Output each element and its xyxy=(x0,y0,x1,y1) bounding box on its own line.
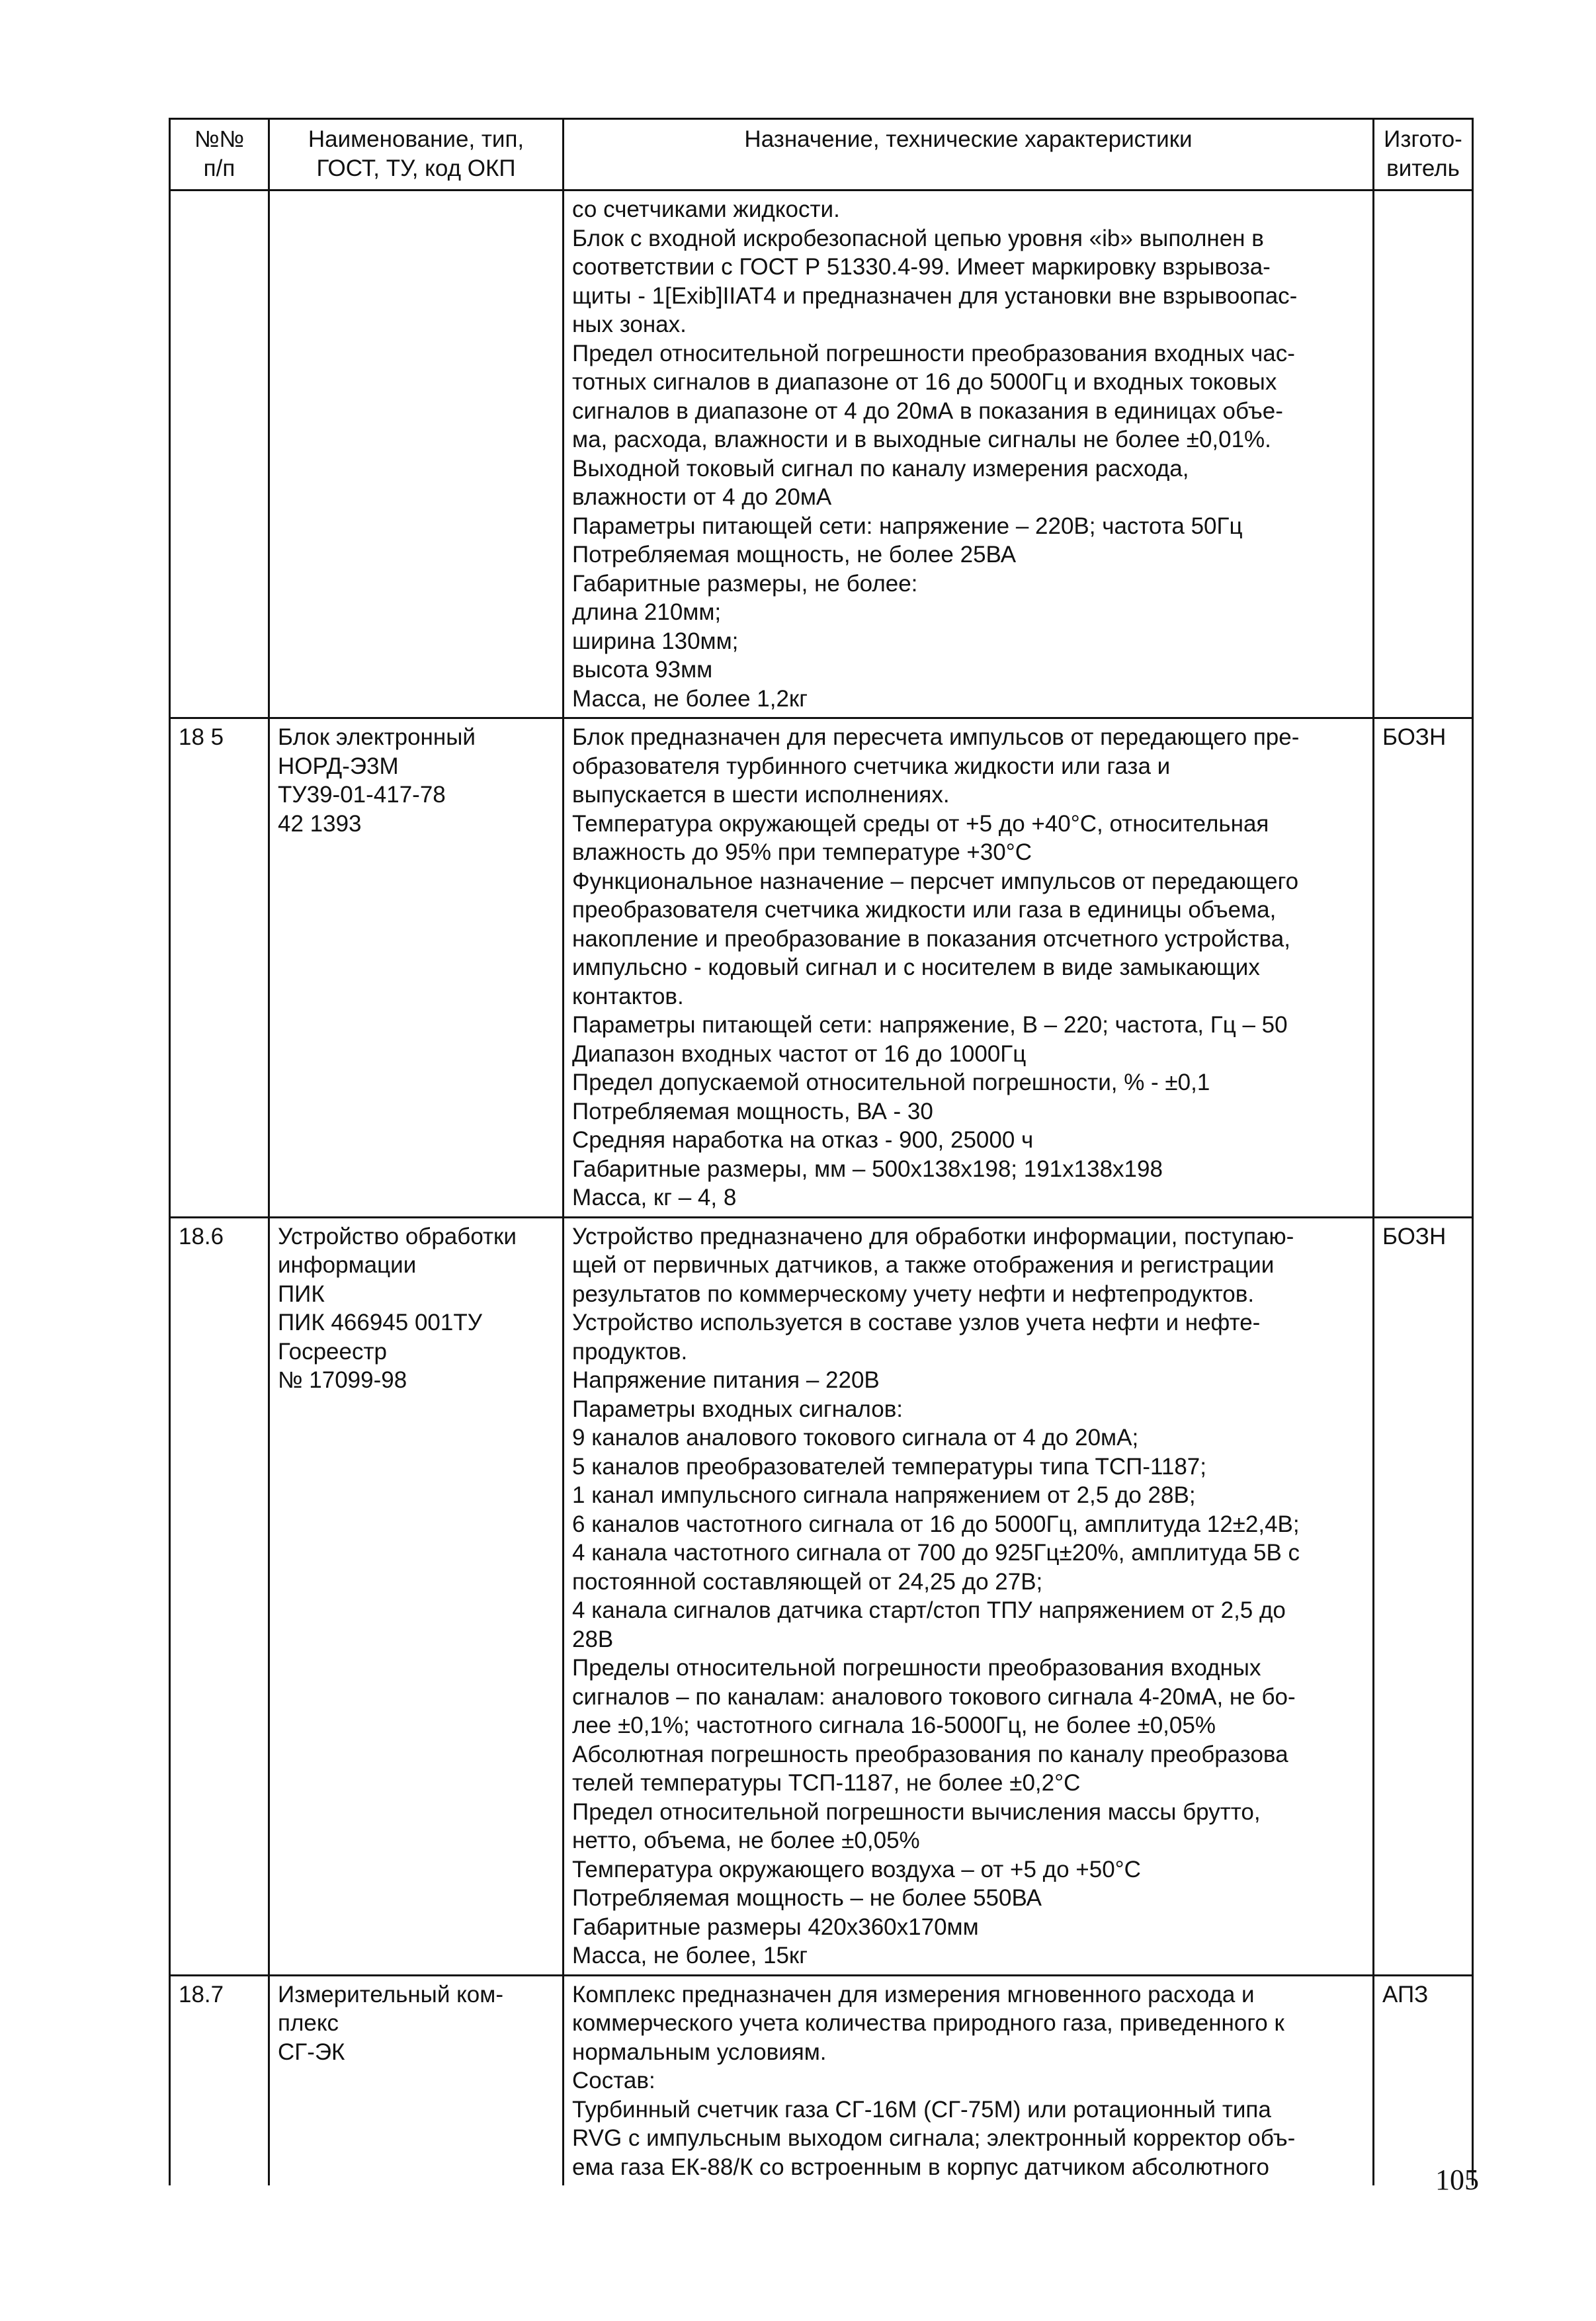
item-description-line: Масса, не более, 15кг xyxy=(572,1943,808,1968)
item-description-line: нормальным условиям. xyxy=(572,2039,827,2065)
item-description-line: RVG с импульсным выходом сигнала; электронный корректор объ- xyxy=(572,2125,1296,2151)
item-description-line: Масса, не более 1,2кг xyxy=(572,685,808,712)
item-description-line: щиты - 1[Exib]IIAT4 и предназначен для установки вне взрывоопас- xyxy=(572,282,1298,309)
header-maker xyxy=(1374,119,1473,190)
header-desc xyxy=(564,119,1374,190)
item-description-line: Параметры питающей сети: напряжение, В – 220; частота, Гц – 50 xyxy=(572,1012,1288,1038)
item-name-line: НОРД-Э3М xyxy=(278,753,399,779)
table-row xyxy=(170,718,1473,1218)
item-name-line: ПИК xyxy=(278,1281,325,1307)
header-line: Назначение, технические характеристики xyxy=(744,126,1193,152)
item-description-line: ема газа ЕК-88/К со встроенным в корпус датчиком абсолютного xyxy=(572,2154,1270,2180)
item-name-line: Госреестр xyxy=(278,1338,387,1365)
item-description-line: Устройство предназначено для обработки информации, поступаю- xyxy=(572,1223,1294,1249)
item-description-line: Выходной токовый сигнал по каналу измерения расхода, xyxy=(572,455,1189,482)
item-description-line: 9 каналов аналового токового сигнала от 4 до 20мА; xyxy=(572,1425,1139,1451)
equipment-table xyxy=(169,118,1474,2185)
item-name-line: № 17099-98 xyxy=(278,1367,407,1393)
item-description-line: сигналов в диапазоне от 4 до 20мА в показания в единицах объе- xyxy=(572,398,1283,424)
header-line: витель xyxy=(1386,155,1460,181)
item-description xyxy=(564,718,1374,1218)
item-description-line: контактов. xyxy=(572,983,684,1009)
item-description xyxy=(564,190,1374,718)
item-description-line: Масса, кг – 4, 8 xyxy=(572,1185,737,1210)
item-description-line: Комплекс предназначен для измерения мгновенного расхода и xyxy=(572,1981,1255,2007)
item-name xyxy=(269,1217,564,1975)
item-name xyxy=(269,1975,564,2185)
item-name-line: 42 1393 xyxy=(278,810,362,837)
item-description-line: нетто, объема, не более ±0,05% xyxy=(572,1828,920,1853)
item-name-line: Устройство обработки xyxy=(278,1223,517,1249)
header-name xyxy=(269,119,564,190)
item-description-line: влажность до 95% при температуре +30°С xyxy=(572,839,1032,865)
table-row xyxy=(170,1217,1473,1975)
page-number: 105 xyxy=(1435,2164,1479,2196)
item-description-line: со счетчиками жидкости. xyxy=(572,196,840,222)
item-description-line: Потребляемая мощность – не более 550ВА xyxy=(572,1885,1042,1911)
item-description-line: коммерческого учета количества природного газа, приведенного к xyxy=(572,2010,1284,2036)
header-line: ГОСТ, ТУ, код ОКП xyxy=(316,155,516,181)
table-body xyxy=(170,190,1473,2186)
item-description-line: продуктов. xyxy=(572,1338,688,1365)
item-description-line: Абсолютная погрешность преобразования по каналу преобразова xyxy=(572,1741,1288,1767)
item-name xyxy=(269,190,564,718)
item-name xyxy=(269,718,564,1218)
item-description-line: преобразователя счетчика жидкости или газа в единицы объема, xyxy=(572,897,1277,923)
item-description-line: Потребляемая мощность, ВА - 30 xyxy=(572,1098,933,1124)
table-header-row xyxy=(170,119,1473,190)
item-description-line: Напряжение питания – 220В xyxy=(572,1367,880,1393)
item-description-line: Температура окружающей среды от +5 до +40°С, относительная xyxy=(572,810,1269,837)
row-number: 18.6 xyxy=(170,1217,269,1975)
item-description-line: Габаритные размеры 420х360х170мм xyxy=(572,1914,979,1940)
item-description xyxy=(564,1217,1374,1975)
row-number xyxy=(170,190,269,718)
item-description-line: результатов по коммерческому учету нефти и нефтепродуктов. xyxy=(572,1281,1255,1307)
header-line: Изгото- xyxy=(1384,126,1462,152)
item-description-line: Турбинный счетчик газа СГ-16М (СГ-75М) или ротационный типа xyxy=(572,2096,1271,2123)
item-description-line: Габаритные размеры, не более: xyxy=(572,570,918,597)
item-description-line: Пределы относительной погрешности преобразования входных xyxy=(572,1655,1261,1681)
manufacturer: АПЗ xyxy=(1374,1975,1473,2185)
item-description xyxy=(564,1975,1374,2185)
item-name-line: информации xyxy=(278,1252,417,1278)
item-description-line: Диапазон входных частот от 16 до 1000Гц xyxy=(572,1040,1027,1067)
header-line: Наименование, тип, xyxy=(308,126,525,152)
table-row xyxy=(170,190,1473,718)
item-description-line: высота 93мм xyxy=(572,657,713,683)
manufacturer xyxy=(1374,190,1473,718)
item-description-line: ных зонах. xyxy=(572,312,687,337)
item-description-line: Средняя наработка на отказ - 900, 25000 ч xyxy=(572,1127,1034,1153)
header-line: п/п xyxy=(203,155,235,181)
item-description-line: телей температуры ТСП-1187, не более ±0,2°С xyxy=(572,1770,1081,1796)
item-description-line: образователя турбинного счетчика жидкости или газа и xyxy=(572,753,1171,779)
item-description-line: длина 210мм; xyxy=(572,599,722,625)
item-description-line: Габаритные размеры, мм – 500х138х198; 191х138х198 xyxy=(572,1156,1163,1182)
row-number: 18 5 xyxy=(170,718,269,1218)
item-description-line: 4 канала сигналов датчика старт/стоп ТПУ напряжением от 2,5 до xyxy=(572,1597,1286,1623)
item-name-line: СГ-ЭК xyxy=(278,2039,345,2065)
item-description-line: Блок предназначен для пересчета импульсов от передающего пре- xyxy=(572,724,1300,750)
item-description-line: Устройство используется в составе узлов учета нефти и нефте- xyxy=(572,1310,1261,1335)
item-description-line: Предел допускаемой относительной погрешности, % - ±0,1 xyxy=(572,1070,1210,1095)
item-description-line: ширина 130мм; xyxy=(572,628,739,654)
item-description-line: ма, расхода, влажности и в выходные сигналы не более ±0,01%. xyxy=(572,427,1271,452)
item-description-line: Предел относительной погрешности преобразования входных час- xyxy=(572,340,1295,366)
item-description-line: Блок с входной искробезопасной цепью уровня «ib» выполнен в xyxy=(572,225,1264,251)
item-description-line: Потребляемая мощность, не более 25ВА xyxy=(572,542,1017,568)
header-num xyxy=(170,119,269,190)
item-description-line: Параметры входных сигналов: xyxy=(572,1396,903,1422)
item-name-line: ПИК 466945 001ТУ xyxy=(278,1310,482,1335)
item-description-line: накопление и преобразование в показания отсчетного устройства, xyxy=(572,925,1290,952)
item-description-line: щей от первичных датчиков, а также отображения и регистрации xyxy=(572,1252,1275,1278)
item-name-line: Блок электронный xyxy=(278,724,476,750)
item-name-line: ТУ39-01-417-78 xyxy=(278,782,446,808)
item-description-line: 6 каналов частотного сигнала от 16 до 5000Гц, амплитуда 12±2,4В; xyxy=(572,1511,1300,1537)
item-description-line: Параметры питающей сети: напряжение – 220В; частота 50Гц xyxy=(572,513,1243,539)
manufacturer: БОЗН xyxy=(1374,1217,1473,1975)
item-description-line: 4 канала частотного сигнала от 700 до 925Гц±20%, амплитуда 5В с xyxy=(572,1540,1300,1566)
document-page xyxy=(169,118,1472,2185)
manufacturer: БОЗН xyxy=(1374,718,1473,1218)
item-description-line: 28В xyxy=(572,1626,614,1652)
item-description-line: Состав: xyxy=(572,2068,655,2093)
item-description-line: 1 канал импульсного сигнала напряжением от 2,5 до 28В; xyxy=(572,1482,1196,1508)
item-description-line: импульсно - кодовый сигнал и с носителем в виде замыкающих xyxy=(572,954,1260,980)
item-description-line: выпускается в шести исполнениях. xyxy=(572,782,950,808)
item-name-line: плекс xyxy=(278,2010,339,2036)
item-description-line: Предел относительной погрешности вычисления массы брутто, xyxy=(572,1798,1261,1825)
row-number: 18.7 xyxy=(170,1975,269,2185)
item-description-line: соответствии с ГОСТ Р 51330.4-99. Имеет маркировку взрывоза- xyxy=(572,254,1271,280)
item-description-line: Температура окружающего воздуха – от +5 до +50°С xyxy=(572,1856,1141,1882)
item-description-line: тотных сигналов в диапазоне от 16 до 5000Гц и входных токовых xyxy=(572,369,1277,395)
item-description-line: лее ±0,1%; частотного сигнала 16-5000Гц, не более ±0,05% xyxy=(572,1712,1216,1738)
item-description-line: постоянной составляющей от 24,25 до 27В; xyxy=(572,1568,1043,1595)
item-name-line: Измерительный ком- xyxy=(278,1981,503,2007)
item-description-line: сигналов – по каналам: аналового токового сигнала 4-20мА, не бо- xyxy=(572,1683,1296,1710)
item-description-line: 5 каналов преобразователей температуры типа ТСП-1187; xyxy=(572,1453,1206,1480)
table-row xyxy=(170,1975,1473,2185)
item-description-line: влажности от 4 до 20мА xyxy=(572,484,832,510)
header-line: №№ xyxy=(194,126,245,152)
item-description-line: Функциональное назначение – персчет импульсов от передающего xyxy=(572,868,1299,894)
